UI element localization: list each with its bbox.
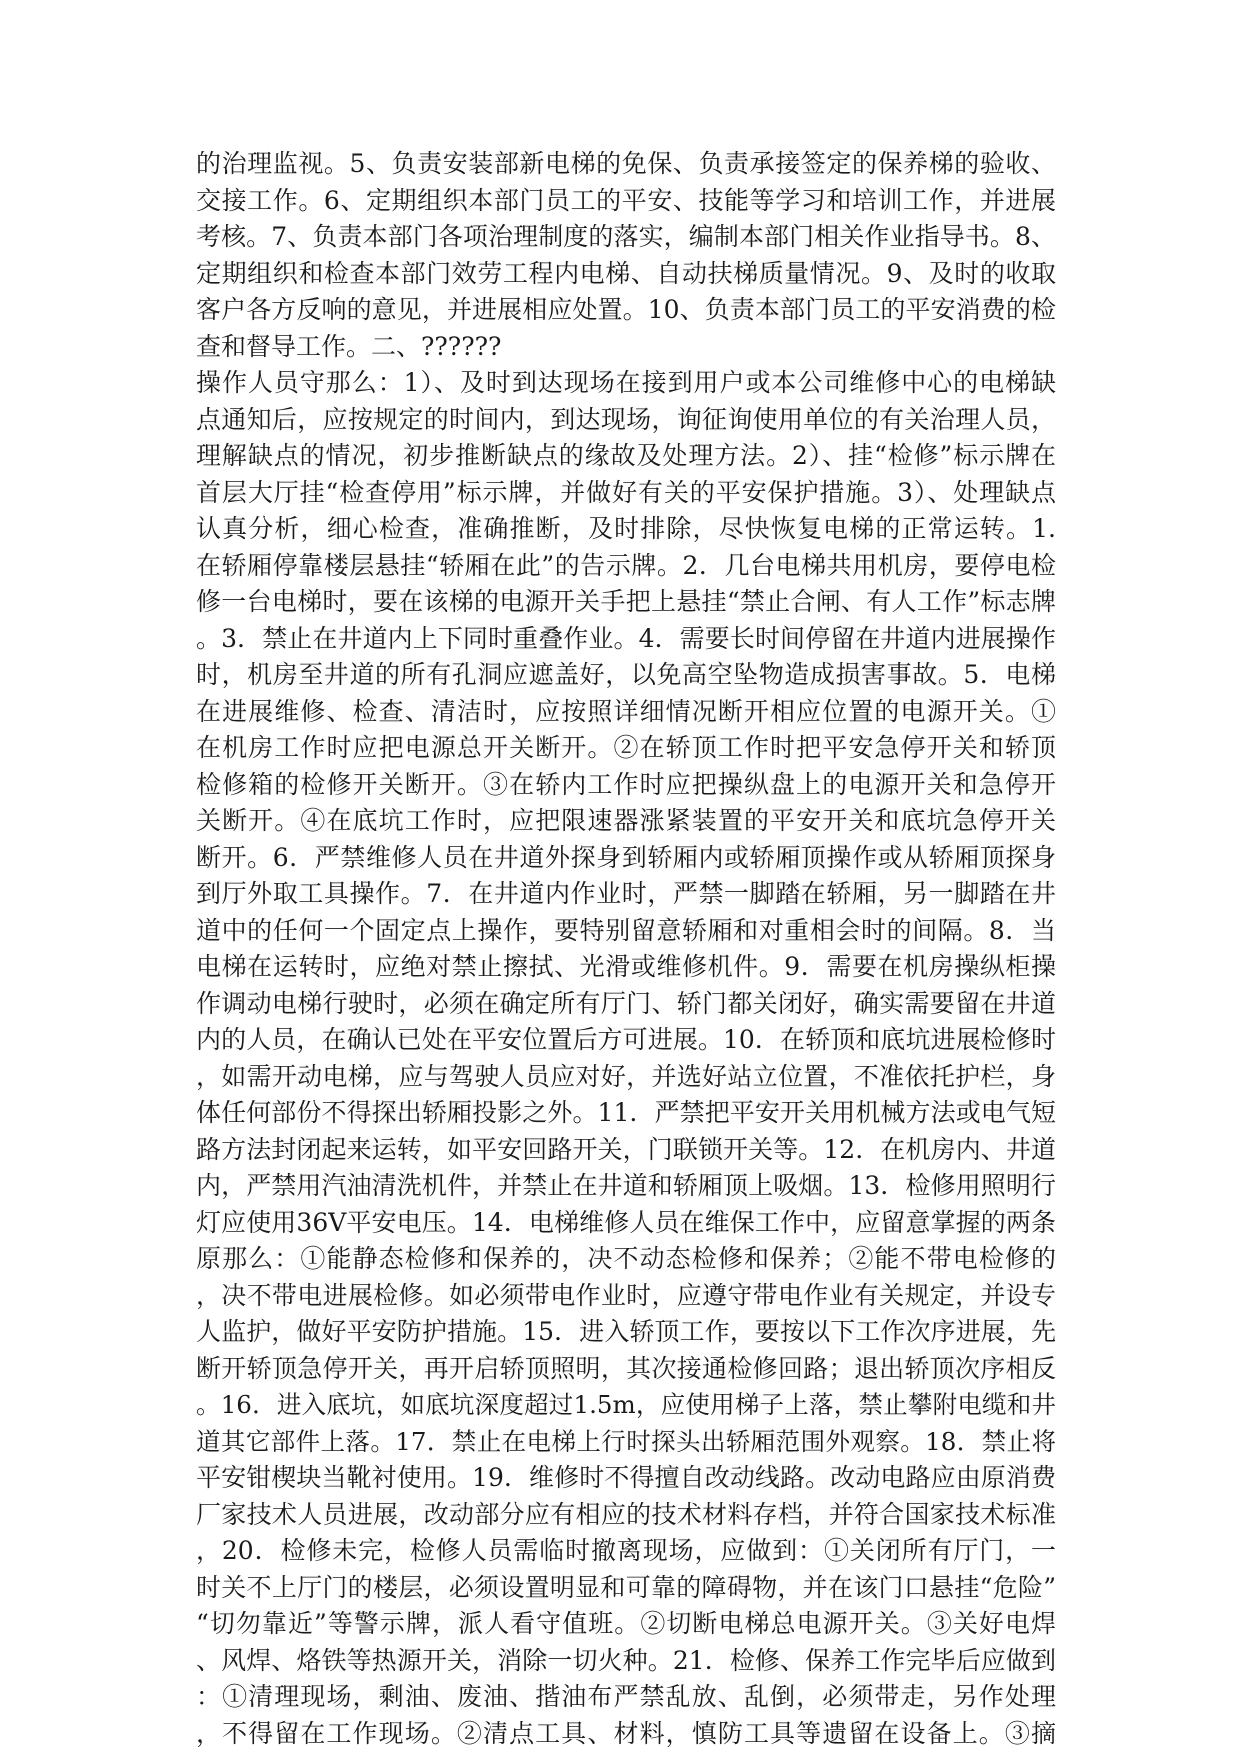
text-line: 首层大厅挂“检查停用”标示牌，并做好有关的平安保护措施。3）、处理缺点 <box>196 477 1056 507</box>
text-line: 断开轿顶急停开关，再开启轿顶照明，其次接通检修回路；退出轿顶次序相反 <box>196 1353 1056 1383</box>
text-line: 作调动电梯行驶时，必须在确定所有厅门、轿门都关闭好，确实需要留在井道 <box>196 988 1056 1018</box>
text-line: 断开。6．严禁维修人员在井道外探身到轿厢内或轿厢顶操作或从轿厢顶探身 <box>196 842 1056 872</box>
text-line: 电梯在运转时，应绝对禁止擦拭、光滑或维修机件。9．需要在机房操纵柜操 <box>196 952 1056 981</box>
text-line: 。3．禁止在井道内上下同时重叠作业。4．需要长时间停留在井道内进展操作 <box>196 623 1056 653</box>
text-line: 时，机房至井道的所有孔洞应遮盖好，以免高空坠物造成损害事故。5．电梯 <box>196 660 1056 689</box>
text-line: 点通知后，应按规定的时间内，到达现场，询征询使用单位的有关治理人员， <box>196 404 1056 434</box>
text-line: 到厅外取工具操作。7．在井道内作业时，严禁一脚踏在轿厢，另一脚踏在井 <box>196 879 1056 908</box>
text-line: 厂家技术人员进展，改动部分应有相应的技术材料存档，并符合国家技术标准 <box>196 1499 1056 1529</box>
text-line: 时关不上厅门的楼层，必须设置明显和可靠的障碍物，并在该门口悬挂“危险” <box>196 1572 1056 1602</box>
text-line: 在机房工作时应把电源总开关断开。②在轿顶工作时把平安急停开关和轿顶 <box>196 733 1056 762</box>
text-line: ，决不带电进展检修。如必须带电作业时，应遵守带电作业有关规定，并设专 <box>196 1280 1056 1310</box>
text-line: 道其它部件上落。17．禁止在电梯上行时探头出轿厢范围外观察。18．禁止将 <box>196 1426 1056 1456</box>
text-line: 平安钳楔块当靴衬使用。19．维修时不得擅自改动线路。改动电路应由原消费 <box>196 1463 1056 1492</box>
text-line: ，如需开动电梯，应与驾驶人员应对好，并选好站立位置，不准依托护栏，身 <box>196 1061 1056 1091</box>
text-line: “切勿靠近”等警示牌，派人看守值班。②切断电梯总电源开关。③关好电焊 <box>196 1609 1056 1638</box>
text-line: 在进展维修、检查、清洁时，应按照详细情况断开相应位置的电源开关。① <box>196 696 1056 726</box>
text-line: ，20．检修未完，检修人员需临时撤离现场，应做到：①关闭所有厅门，一 <box>196 1536 1056 1565</box>
text-line: 关断开。④在底坑工作时，应把限速器涨紧装置的平安开关和底坑急停开关 <box>196 806 1056 835</box>
text-line: 的治理监视。5、负责安装部新电梯的免保、负责承接签定的保养梯的验收、 <box>196 149 1056 178</box>
body-text <box>196 146 1056 1752</box>
text-line: 检修箱的检修开关断开。③在轿内工作时应把操纵盘上的电源开关和急停开 <box>196 769 1056 799</box>
text-line: 查和督导工作。二、?????? <box>196 331 502 361</box>
text-line: 修一台电梯时，要在该梯的电源开关手把上悬挂“禁止合闸、有人工作”标志牌 <box>196 587 1056 616</box>
text-line: 灯应使用36V平安电压。14．电梯维修人员在维保工作中，应留意掌握的两条 <box>196 1207 1056 1237</box>
text-line: ：①清理现场，剩油、废油、揩油布严禁乱放、乱倒，必须带走，另作处理 <box>196 1682 1056 1711</box>
text-line: 在轿厢停靠楼层悬挂“轿厢在此”的告示牌。2．几台电梯共用机房，要停电检 <box>196 550 1056 580</box>
text-line: 认真分析，细心检查，准确推断，及时排除，尽快恢复电梯的正常运转。1. <box>196 514 1056 543</box>
text-line: 交接工作。6、定期组织本部门员工的平安、技能等学习和培训工作，并进展 <box>196 185 1056 215</box>
text-line: 定期组织和检查本部门效劳工程内电梯、自动扶梯质量情况。9、及时的收取 <box>196 258 1056 288</box>
text-line: 内的人员，在确认已处在平安位置后方可进展。10．在轿顶和底坑进展检修时 <box>196 1025 1056 1054</box>
text-line: 理解缺点的情况，初步推断缺点的缘故及处理方法。2）、挂“检修”标示牌在 <box>196 441 1056 470</box>
text-line: 操作人员守那么：1）、及时到达现场在接到用户或本公司维修中心的电梯缺 <box>196 368 1056 397</box>
text-line: 原那么：①能静态检修和保养的，决不动态检修和保养；②能不带电检修的 <box>196 1244 1056 1273</box>
text-line: 考核。7、负责本部门各项治理制度的落实，编制本部门相关作业指导书。8、 <box>196 222 1056 251</box>
text-line: 路方法封闭起来运转，如平安回路开关，门联锁开关等。12．在机房内、井道 <box>196 1134 1056 1164</box>
text-line: ，不得留在工作现场。②清点工具、材料，慎防工具等遗留在设备上。③摘 <box>196 1718 1056 1748</box>
text-line: 、风焊、烙铁等热源开关，消除一切火种。21．检修、保养工作完毕后应做到 <box>196 1645 1056 1675</box>
text-line: 内，严禁用汽油清洗机件，并禁止在井道和轿厢顶上吸烟。13．检修用照明行 <box>196 1171 1056 1200</box>
text-line: 客户各方反响的意见，并进展相应处置。10、负责本部门员工的平安消费的检 <box>196 295 1056 324</box>
text-line: 道中的任何一个固定点上操作，要特别留意轿厢和对重相会时的间隔。8．当 <box>196 915 1056 945</box>
text-line: 体任何部份不得探出轿厢投影之外。11．严禁把平安开关用机械方法或电气短 <box>196 1098 1056 1127</box>
text-line: 人监护，做好平安防护措施。15．进入轿顶工作，要按以下工作次序进展，先 <box>196 1317 1056 1346</box>
text-line: 。16．进入底坑，如底坑深度超过1.5m，应使用梯子上落，禁止攀附电缆和井 <box>196 1390 1056 1419</box>
